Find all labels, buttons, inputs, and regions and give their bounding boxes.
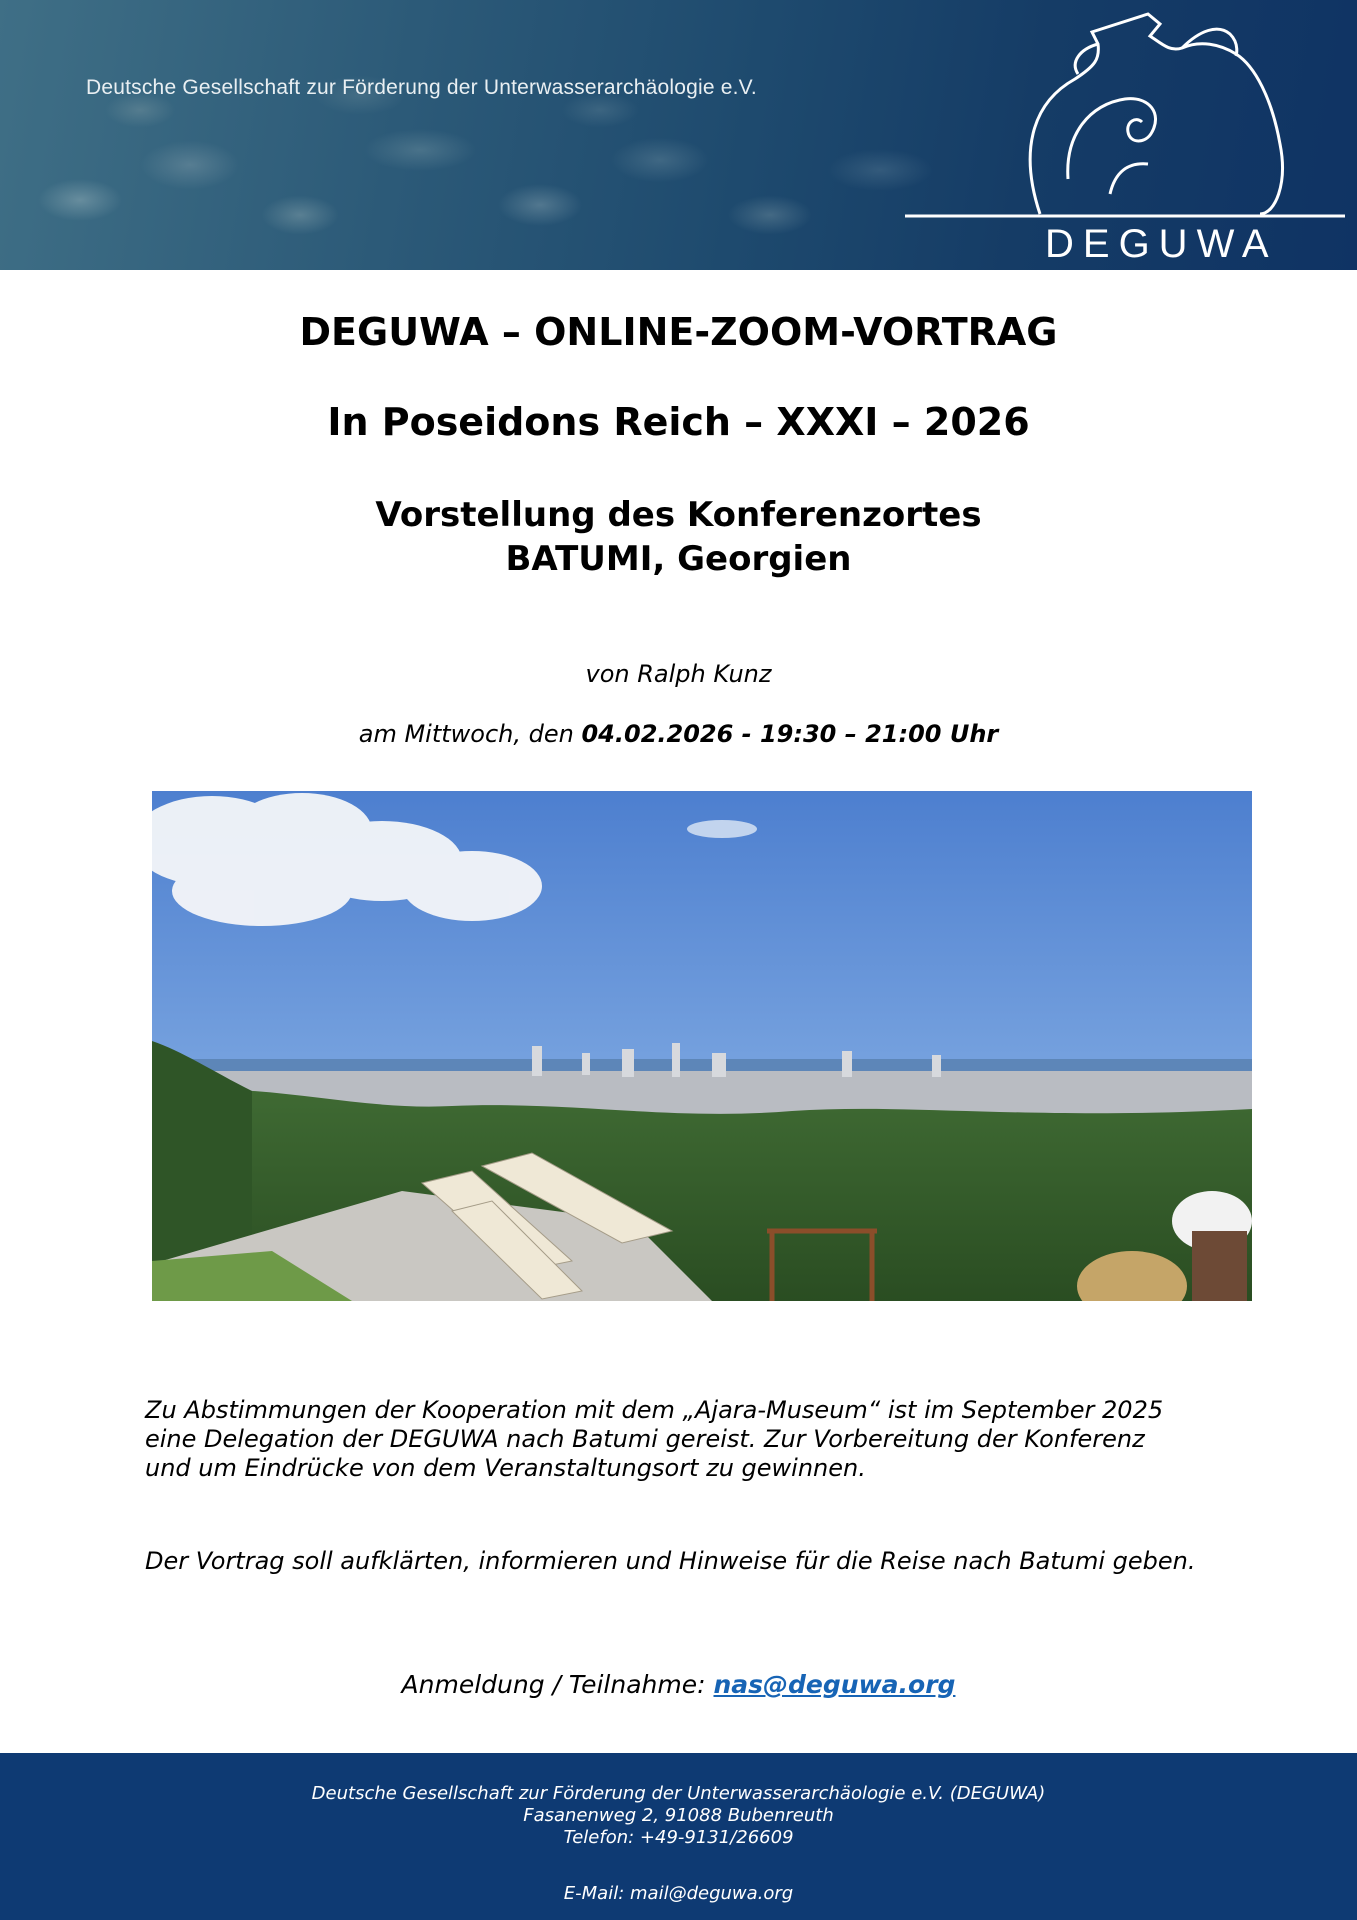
footer-phone: Telefon: +49-9131/26609: [563, 1827, 794, 1848]
logo-text: DEGUWA: [1045, 222, 1278, 266]
registration-email-link[interactable]: nas@deguwa.org: [713, 1670, 956, 1699]
event-title: DEGUWA – ONLINE-ZOOM-VORTRAG: [299, 310, 1058, 354]
registration-label: Anmeldung / Teilnahme:: [401, 1670, 714, 1699]
intro-line: und um Eindrücke von dem Veranstaltungsort zu gewinnen.: [145, 1454, 866, 1482]
event-author: von Ralph Kunz: [585, 660, 772, 688]
header-banner: [0, 0, 1357, 270]
batumi-panorama-image: [152, 791, 1252, 1301]
event-topic-line2: BATUMI, Georgien: [505, 539, 852, 579]
event-date-value: 04.02.2026 - 19:30 – 21:00 Uhr: [581, 720, 999, 748]
event-date-prefix: am Mittwoch, den: [358, 720, 582, 748]
society-name: Deutsche Gesellschaft zur Förderung der Unterwasserarchäologie e.V.: [86, 76, 757, 99]
footer-email[interactable]: E-Mail: mail@deguwa.org: [563, 1883, 794, 1904]
event-series: In Poseidons Reich – XXXI – 2026: [327, 400, 1030, 444]
footer-address: [0, 1783, 1357, 1849]
event-date: [0, 720, 1357, 748]
event-topic-line1: Vorstellung des Konferenzortes: [375, 495, 982, 535]
footer: [0, 1753, 1357, 1920]
event-topic: [0, 493, 1357, 581]
amphora-wave-logo-icon: [900, 4, 1350, 234]
purpose-paragraph: Der Vortrag soll aufklärten, informieren und Hinweise für die Reise nach Batumi geben.: [145, 1547, 1196, 1575]
intro-paragraph: [145, 1396, 1255, 1483]
footer-society: Deutsche Gesellschaft zur Förderung der Unterwasserarchäologie e.V. (DEGUWA): [311, 1783, 1046, 1804]
registration-line: [0, 1670, 1357, 1699]
intro-line: Zu Abstimmungen der Kooperation mit dem „Ajara-Museum“ ist im September 2025: [145, 1396, 1164, 1424]
intro-line: eine Delegation der DEGUWA nach Batumi gereist. Zur Vorbereitung der Konferenz: [145, 1425, 1145, 1453]
footer-street: Fasanenweg 2, 91088 Bubenreuth: [523, 1805, 834, 1826]
